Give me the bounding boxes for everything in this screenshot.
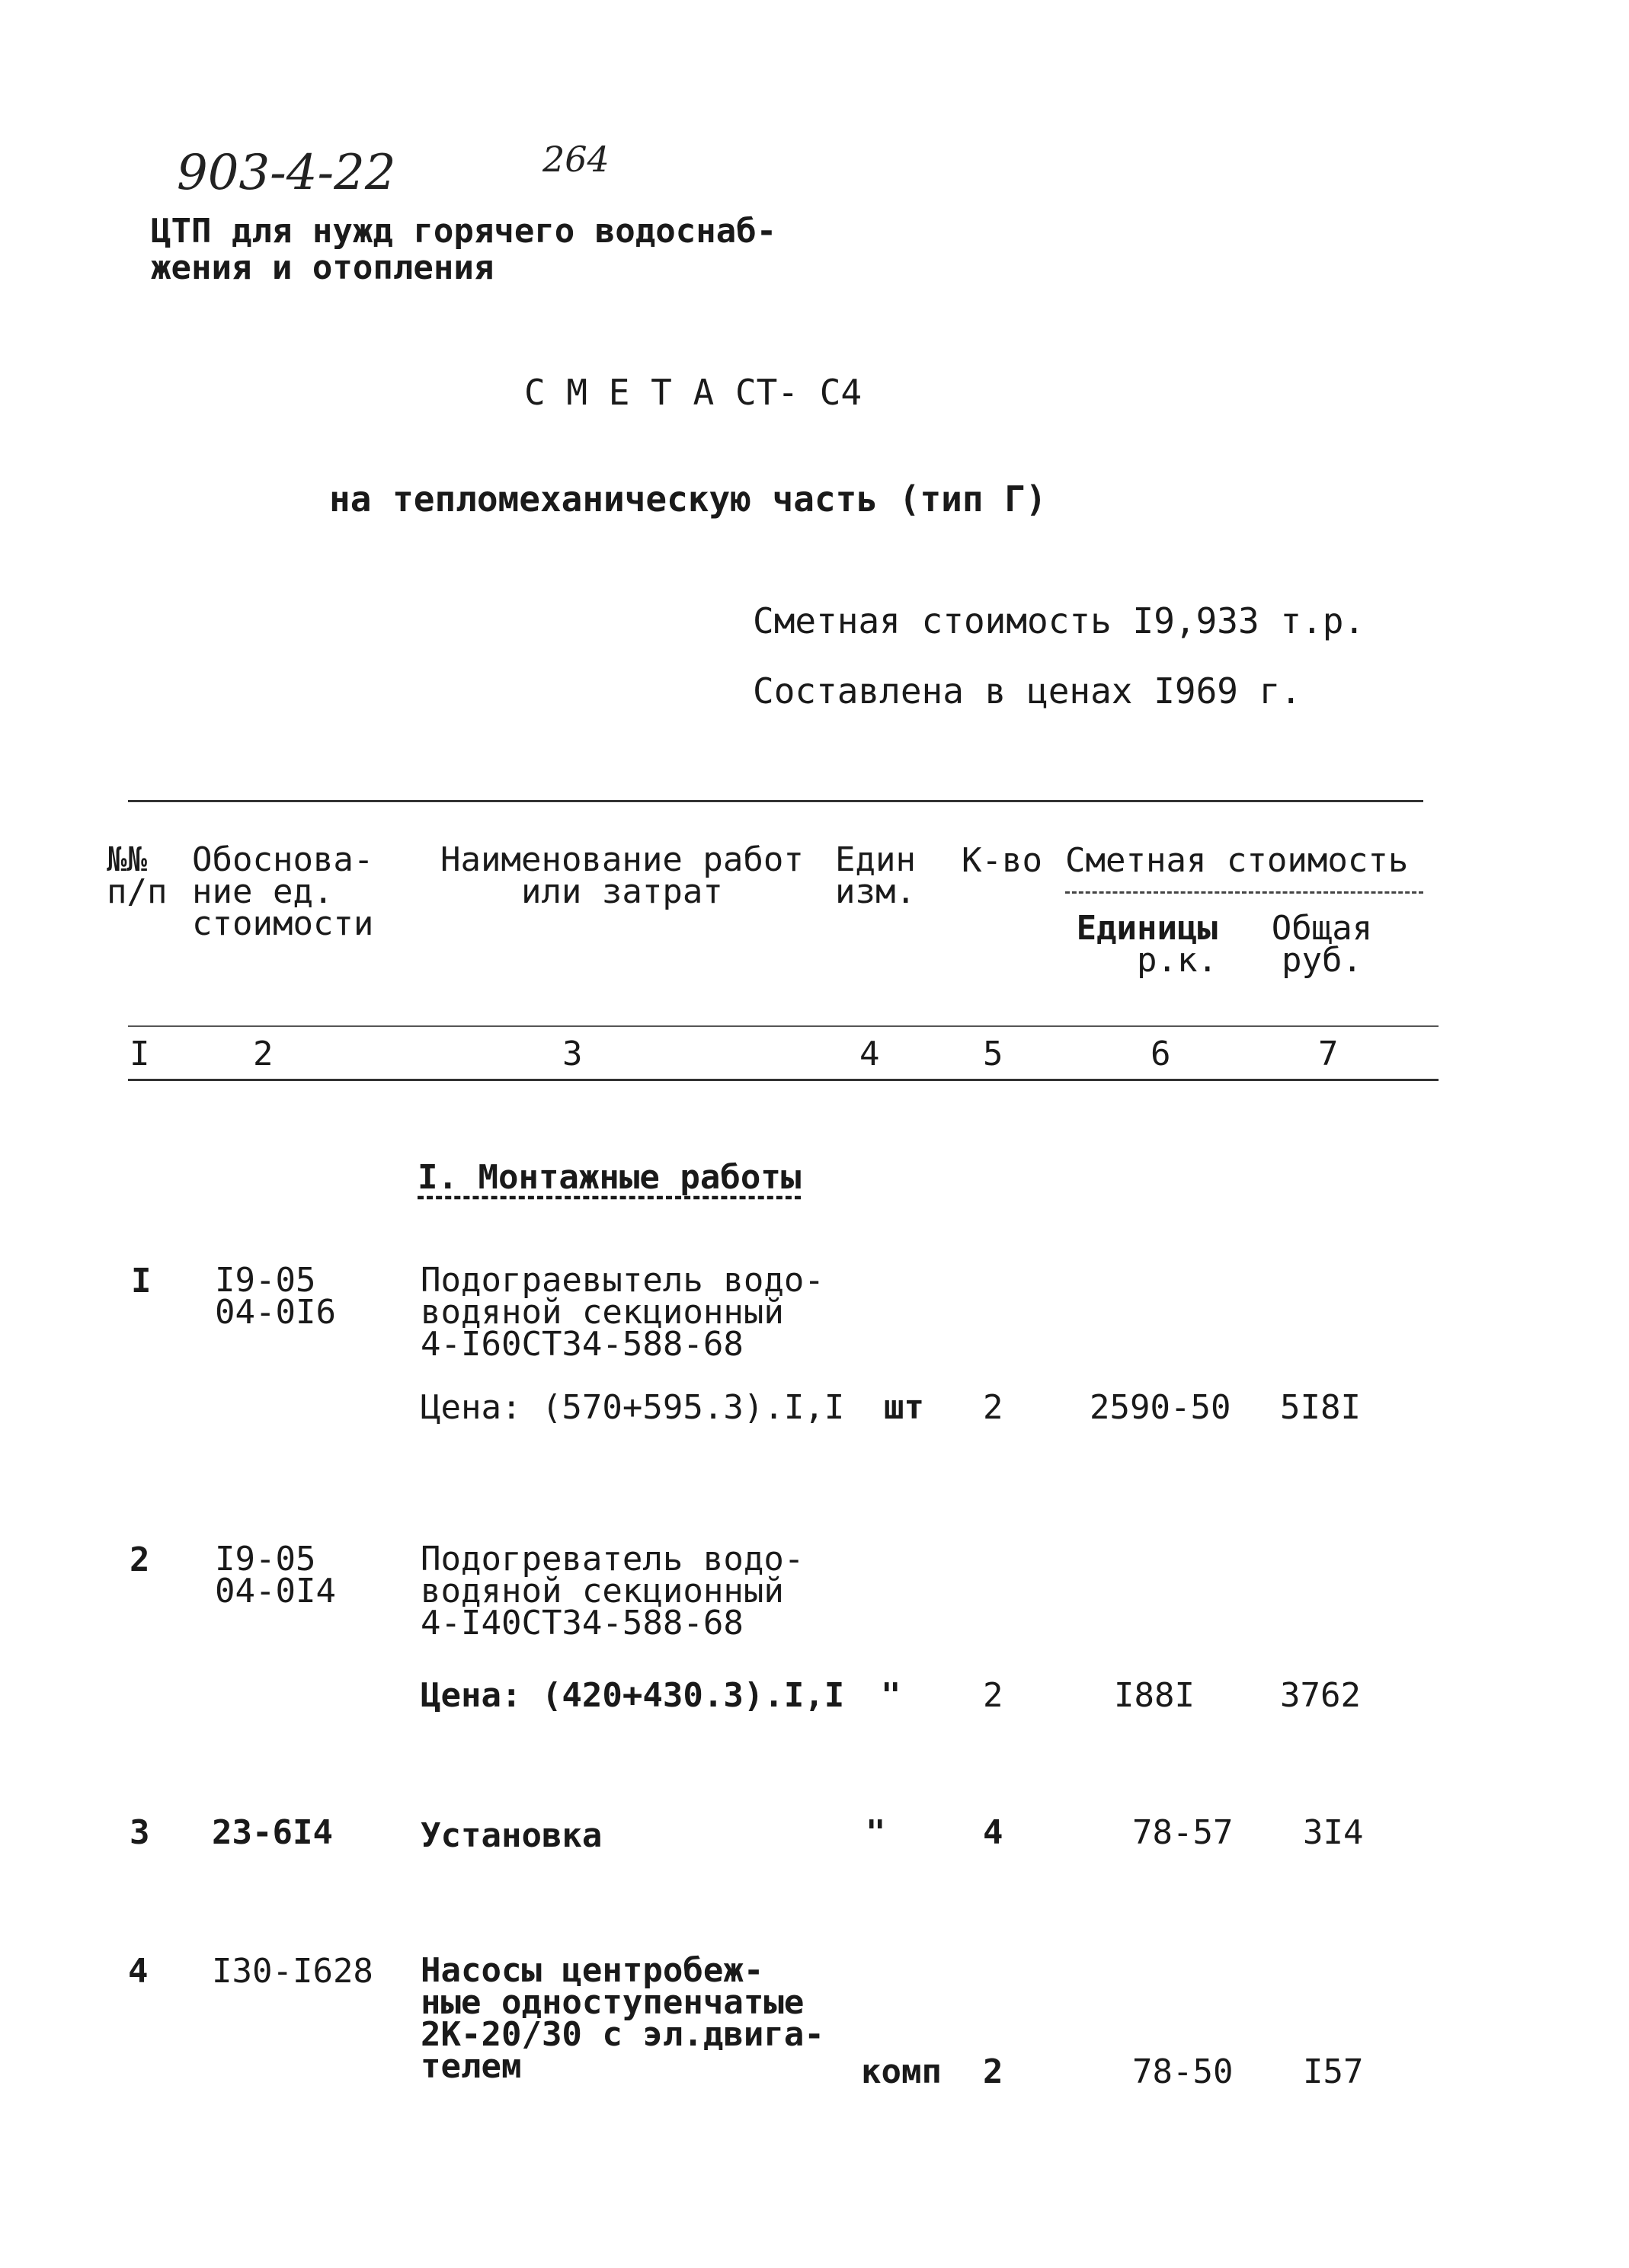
row-3-name: Установка	[421, 1816, 603, 1855]
handwritten-code: 903-4-22	[177, 145, 396, 201]
row-4-name: Насосы центробеж- ные одноступенчатые 2К-20/30 с эл.двига- телем	[421, 1951, 824, 2086]
row-2-total: 3762	[1280, 1676, 1361, 1715]
colnum-6: 6	[1151, 1035, 1171, 1073]
header-cost: Сметная стоимость	[1065, 841, 1409, 880]
colnum-7: 7	[1318, 1035, 1339, 1073]
row-4-basis: I30-I628	[212, 1952, 373, 1991]
row-3-qty: 4	[983, 1813, 1003, 1852]
document-subtitle: на тепломеханическую часть (тип Г)	[329, 478, 1047, 520]
row-1-qty: 2	[983, 1388, 1003, 1427]
colnum-bottom-rule	[128, 1079, 1439, 1081]
colnum-1: I	[130, 1035, 150, 1073]
row-4-unit: комп	[861, 2052, 942, 2091]
header-unit: Един изм.	[835, 840, 916, 911]
colnum-5: 5	[983, 1035, 1003, 1073]
row-1-name: Подограевытель водо- водяной секционный 4-I60СТ34-588-68	[421, 1261, 824, 1364]
row-3-basis: 23-6I4	[212, 1813, 333, 1852]
row-4-qty: 2	[983, 2052, 1003, 2091]
row-2-name: Подогреватель водо- водяной секционный 4-I40СТ34-588-68	[421, 1540, 805, 1643]
table-top-rule	[128, 800, 1423, 802]
row-1-unit-cost: 2590-50	[1090, 1388, 1231, 1427]
document-title: С М Е Т А СТ- С4	[524, 372, 863, 413]
row-3-unit: "	[866, 1813, 886, 1852]
row-4-unit-cost: 78-50	[1132, 2052, 1234, 2091]
row-3-total: 3I4	[1303, 1813, 1364, 1852]
row-2-basis: I9-05 04-0I4	[215, 1540, 336, 1611]
org-line-1: ЦТП для нужд горячего водоснаб-	[151, 212, 777, 251]
colnum-2: 2	[253, 1035, 274, 1073]
row-4-total: I57	[1303, 2052, 1364, 2091]
handwritten-page-number: 264	[542, 139, 610, 180]
cost-sub-divider	[1065, 891, 1423, 894]
row-2-price: Цена: (420+430.3).I,I	[421, 1676, 845, 1715]
org-line-2: жения и отопления	[151, 248, 494, 287]
row-1-price: Цена: (570+595.3).I,I	[421, 1388, 845, 1427]
row-1-basis: I9-05 04-0I6	[215, 1261, 336, 1332]
row-2-unit: "	[881, 1676, 901, 1715]
header-name: Наименование работ или затрат	[440, 840, 804, 911]
header-unit-cost: Единицы р.к.	[1076, 909, 1218, 980]
row-1-num: I	[131, 1262, 152, 1300]
colnum-3: 3	[562, 1035, 583, 1073]
row-3-unit-cost: 78-57	[1132, 1813, 1234, 1852]
colnum-4: 4	[859, 1035, 880, 1073]
row-2-qty: 2	[983, 1676, 1003, 1715]
row-2-unit-cost: I88I	[1114, 1676, 1195, 1715]
header-basis: Обоснова- ние ед. стоимости	[192, 840, 374, 943]
row-2-num: 2	[130, 1540, 150, 1579]
colnum-top-rule	[128, 1025, 1439, 1027]
row-3-num: 3	[130, 1813, 150, 1852]
row-4-num: 4	[128, 1952, 149, 1991]
prices-year: Составлена в ценах I969 г.	[753, 670, 1302, 712]
header-qty: К-во	[962, 841, 1042, 880]
header-num: №№ п/п	[107, 840, 168, 911]
header-total-cost: Общая руб.	[1271, 909, 1373, 980]
row-1-total: 5I8I	[1280, 1388, 1361, 1427]
section-title: I. Монтажные работы	[418, 1158, 802, 1197]
row-1-unit: шт	[884, 1388, 924, 1427]
estimated-cost: Сметная стоимость I9,933 т.р.	[753, 600, 1365, 641]
